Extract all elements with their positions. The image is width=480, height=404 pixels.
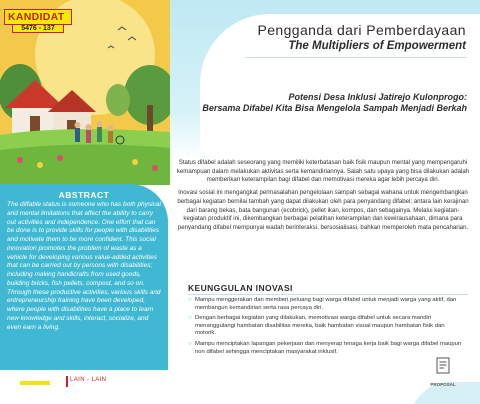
body-text: [176, 159, 470, 237]
headline-line-1: Potensi Desa Inklusi Jatirejo Kulonprogo:: [288, 92, 467, 102]
badge-label: KANDIDAT: [4, 9, 72, 25]
keunggulan-title: KEUNGGULAN INOVASI: [188, 283, 293, 293]
proposal-emblem: [430, 356, 456, 387]
list-item: ○ Mampu menggerakan dan memberi peluang bagi warga difabel untuk menjadi warga yang aktif, dan membangun kemandirian serta rasa percaya diri.: [188, 297, 457, 311]
proposal-label: PROPOSAL: [430, 382, 456, 387]
circle-bullet-icon: ○: [188, 315, 192, 322]
abstract-title: ABSTRACT: [58, 190, 110, 200]
circle-bullet-icon: ○: [188, 340, 192, 347]
list-item: ○ Mampu menciptakan lapangan pekerjaan dan menyerap tenaga kerja baik bagi warga difabel maupun non difabel sehingga menciptakan masyarakat inklusif.: [188, 340, 462, 355]
abstract-text: The diffable status is someone who has both physical and mental limitations that affect the ability to carry out activities and independence. One effort that can be done is to provide skills for people with disabilities and motivate them to be more confident. This social innovation promotes the problem of waste as a vehicle for developing various value-added activities that can be carried out by persons with disabilities; including making handicrafts from used goods, building bricks, fish pellets, compost, and so on. Through these productive activities, various skills and entrepreneurship training have been developed, where people with disabilities have a place to learn new knowledge and skills, interact, socialize, and even earn a living.: [7, 201, 161, 331]
circle-bullet-icon: ○: [188, 297, 192, 303]
footer-marker: [66, 376, 68, 387]
title-divider: [245, 57, 467, 58]
footer-section-label: LAIN - LAIN: [70, 377, 107, 383]
headline-line-2: Bersama Difabel Kita Bisa Mengelola Sampah Menjadi Berkah: [202, 103, 467, 113]
candidate-badge: [4, 9, 72, 33]
body-paragraph-1: Status difabel adalah seseorang yang memiliki keterbatasan baik fisik maupun mental yang mempengaruhi kemampuan dalam melakukan aktivitas serta kemandiriannya. Salah satu upaya yang bisa dilakukan adalah memberikan keterampilan bagi difabel dan memotivasi mereka agar lebih percaya diri.: [176, 159, 470, 184]
list-item: ○ Dengan berbagai kegiatan yang dilakukan, memotivasi warga difabel untuk secara mandiri menanggulangi hambatan disabilitas mereka, baik hambatan visual maupun hambatan fisik dan motorik.: [188, 315, 445, 337]
footer-accent-bar: [20, 381, 50, 385]
badge-number: 5476 - 137: [12, 25, 64, 33]
document-icon: [433, 356, 453, 376]
keunggulan-divider: [188, 294, 468, 295]
keunggulan-list: [188, 297, 466, 359]
body-paragraph-2: Inovasi sosial ini mengangkat permasalahan pengelolaan sampah sebagai wahana untuk mengembangkan berbagai kegiatan bernilai tambah yang dapat dilakukan oleh para penyandang difabel; antara lain kerajinan dari barang bekas, bata bangunan (ecobrick), pellet ikan, kompos, dan sebagainya. Melalui kegiatan-kegiatan produktif ini, dikembangkan berbagai pelatihan keterampilan dan kewirausahaan, dimana para penyandang difabel mempunyai wadah berinteraksi, bersosialisasi, bahkan memperoleh mata pencaharian.: [177, 189, 469, 231]
page-subtitle: The Multipliers of Empowerment: [288, 40, 466, 52]
page-title: Pengganda dari Pemberdayaan: [257, 22, 466, 38]
